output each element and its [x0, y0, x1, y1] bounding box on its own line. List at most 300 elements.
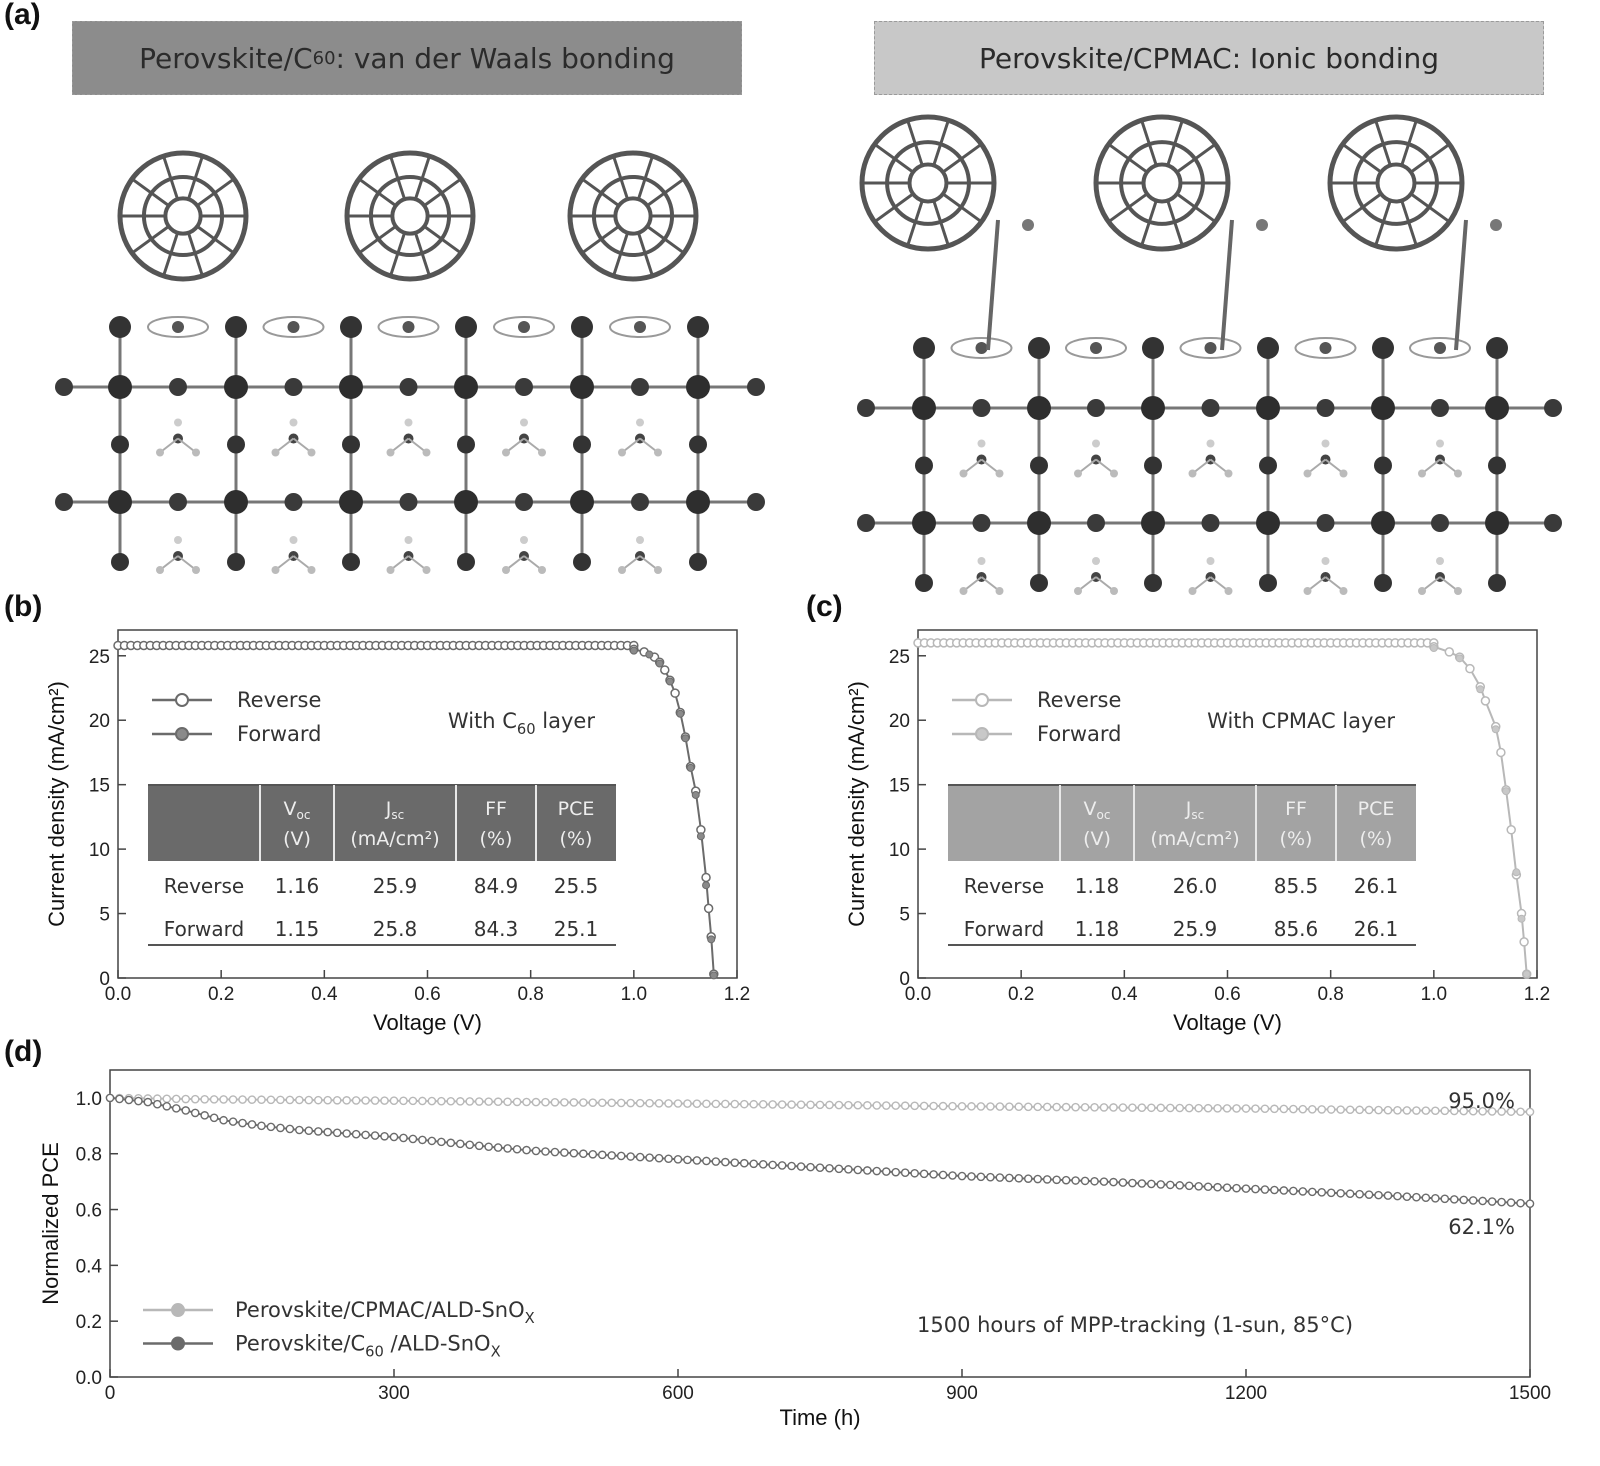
series-0-point	[1091, 1104, 1098, 1111]
series-1-point	[599, 1151, 606, 1158]
legend-marker	[172, 1304, 184, 1316]
atom	[342, 436, 360, 454]
series-1-point	[580, 1150, 587, 1157]
series-1-point	[589, 1151, 596, 1158]
series-0-point	[1394, 1107, 1401, 1114]
series-0-point	[1365, 1106, 1372, 1113]
y-tick-label: 25	[88, 646, 110, 668]
c60-molecule-3-core	[615, 198, 650, 233]
series-0-point	[1148, 1104, 1155, 1111]
molecule-atom	[1092, 440, 1100, 448]
series-0-point	[334, 1097, 341, 1104]
series-0-point	[1242, 1105, 1249, 1112]
stability-chart	[0, 1050, 1600, 1460]
table-cell: Reverse	[963, 874, 1045, 898]
molecule-atom	[502, 566, 510, 574]
y-tick-label: 0.2	[75, 1312, 102, 1334]
molecule-atom	[1418, 470, 1426, 478]
series-0-point	[532, 1098, 539, 1105]
series-1-point	[741, 1160, 748, 1167]
reverse-point	[1497, 748, 1505, 756]
molecule-atom	[290, 419, 298, 427]
series-0-point	[722, 1100, 729, 1107]
series-1-point	[1034, 1175, 1041, 1182]
forward-point	[666, 678, 673, 685]
series-0-point	[570, 1099, 577, 1106]
series-0-point	[1337, 1106, 1344, 1113]
series-1-point	[1233, 1185, 1240, 1192]
table-header-3: FF	[485, 798, 507, 820]
atom	[1141, 396, 1165, 420]
atom	[631, 493, 649, 511]
series-1-point	[428, 1137, 435, 1144]
series-0-point	[353, 1097, 360, 1104]
series-1-point	[1148, 1180, 1155, 1187]
molecule-atom	[1189, 470, 1197, 478]
series-0-point	[1328, 1106, 1335, 1113]
atom	[573, 553, 591, 571]
forward-point	[697, 833, 704, 840]
atom	[454, 375, 478, 399]
series-0-point	[580, 1099, 587, 1106]
molecule-atom	[1320, 342, 1332, 354]
atom	[973, 399, 991, 417]
atom	[1087, 514, 1105, 532]
series-0-point	[779, 1101, 786, 1108]
molecule-atom	[423, 566, 431, 574]
atom	[570, 375, 594, 399]
series-1-point	[182, 1107, 189, 1114]
molecule-atom	[387, 566, 395, 574]
molecule-atom	[403, 321, 415, 333]
atom	[1371, 396, 1395, 420]
atom	[111, 553, 129, 571]
series-1-point	[1384, 1192, 1391, 1199]
series-1-point	[1072, 1177, 1079, 1184]
atom	[571, 316, 593, 338]
x-tick-label: 1.2	[1523, 984, 1551, 1005]
x-tick-label: 0.0	[104, 984, 132, 1005]
series-0-point	[258, 1096, 265, 1103]
series-1-point	[655, 1155, 662, 1162]
table-header-unit-3: (%)	[479, 828, 513, 850]
molecule-atom	[1322, 557, 1330, 565]
series-1-point	[1242, 1185, 1249, 1192]
series-0-point	[229, 1096, 236, 1103]
series-0-point	[637, 1100, 644, 1107]
series-0-point	[1081, 1104, 1088, 1111]
molecule-atom	[174, 536, 182, 544]
series-1-point	[1025, 1175, 1032, 1182]
structure-left	[55, 153, 765, 574]
series-0-point	[1034, 1103, 1041, 1110]
atom	[857, 514, 875, 532]
series-1-point	[854, 1166, 861, 1173]
banner-c60-sub: 60	[312, 47, 336, 69]
series-1-point	[845, 1166, 852, 1173]
series-0-point	[239, 1096, 246, 1103]
series-0-point	[1205, 1105, 1212, 1112]
table-header-2: $J_{sc}$	[385, 798, 405, 822]
series-0-point	[599, 1099, 606, 1106]
series-0-point	[1347, 1106, 1354, 1113]
series-1-point	[1394, 1193, 1401, 1200]
table-header-unit-3: (%)	[1279, 828, 1313, 850]
series-1-point	[1347, 1190, 1354, 1197]
molecule-atom	[272, 449, 280, 457]
atom	[1374, 457, 1392, 475]
series-1-point	[390, 1133, 397, 1140]
x-tick-label: 1.0	[620, 984, 648, 1005]
forward-point	[1513, 869, 1520, 876]
atom	[224, 375, 248, 399]
cpmac-fullerene-2-core	[1144, 165, 1181, 202]
molecule-atom	[538, 449, 546, 457]
series-0-point	[1252, 1105, 1259, 1112]
atom	[1144, 457, 1162, 475]
table-cell: 1.16	[274, 874, 320, 898]
molecule-atom	[1322, 440, 1330, 448]
series-0-point	[495, 1098, 502, 1105]
series-0-point	[1290, 1105, 1297, 1112]
series-1-point	[674, 1156, 681, 1163]
series-1-point	[1176, 1182, 1183, 1189]
series-1-point	[248, 1121, 255, 1128]
reverse-point	[705, 904, 713, 912]
series-0-point	[892, 1102, 899, 1109]
y-tick-label: 10	[888, 840, 910, 862]
atom	[689, 553, 707, 571]
molecule-atom	[156, 449, 164, 457]
x-axis-label: Voltage (V)	[1173, 1010, 1282, 1035]
series-0-point	[958, 1103, 965, 1110]
series-1-point	[1328, 1189, 1335, 1196]
forward-point	[677, 710, 684, 717]
series-0-point	[1517, 1108, 1524, 1115]
series-0-point	[381, 1097, 388, 1104]
jv-chart-cpmac	[800, 585, 1600, 1045]
legend-label-reverse: Reverse	[1037, 688, 1122, 712]
series-1-point	[570, 1150, 577, 1157]
cpmac-linker	[1456, 220, 1466, 350]
series-1-point	[381, 1133, 388, 1140]
series-0-point	[1176, 1104, 1183, 1111]
series-0-point	[883, 1102, 890, 1109]
atom	[1259, 457, 1277, 475]
series-1-point	[902, 1169, 909, 1176]
molecule-atom	[288, 321, 300, 333]
forward-point	[692, 791, 699, 798]
series-1-point	[816, 1164, 823, 1171]
molecule-atom	[1436, 557, 1444, 565]
panel-b-letter: (b)	[4, 590, 43, 623]
y-tick-label: 1.0	[75, 1088, 102, 1110]
banner-c60-post: : van der Waals bonding	[335, 41, 675, 75]
legend-marker	[176, 728, 188, 740]
series-0-point	[343, 1097, 350, 1104]
y-tick-label: 5	[899, 904, 910, 926]
table-cell: 1.15	[274, 917, 320, 941]
c60-molecule-2-core	[392, 198, 427, 233]
reverse-point	[671, 689, 679, 697]
molecule-atom	[634, 321, 646, 333]
series-1-point	[1507, 1199, 1514, 1206]
series-1-point	[835, 1165, 842, 1172]
atom	[1256, 396, 1280, 420]
series-1-point	[1167, 1181, 1174, 1188]
series-1-point	[892, 1169, 899, 1176]
molecule-atom	[272, 566, 280, 574]
y-tick-label: 15	[88, 775, 110, 797]
atom	[111, 436, 129, 454]
table-header-1: $V_{oc}$	[1083, 798, 1111, 822]
atom	[973, 514, 991, 532]
series-0-point	[1403, 1107, 1410, 1114]
end-label-c60: 62.1%	[1448, 1214, 1515, 1239]
series-1-point	[1006, 1174, 1013, 1181]
series-0-point	[655, 1100, 662, 1107]
x-tick-label: 0	[104, 1383, 116, 1404]
forward-point	[687, 764, 694, 771]
series-1-point	[1110, 1179, 1117, 1186]
series-0-point	[1072, 1104, 1079, 1111]
c60-molecule-1-core	[165, 198, 200, 233]
series-0-point	[741, 1101, 748, 1108]
series-1-point	[343, 1130, 350, 1137]
y-tick-label: 0	[99, 969, 110, 990]
x-tick-label: 600	[662, 1383, 694, 1404]
series-0-point	[1195, 1105, 1202, 1112]
atom	[225, 316, 247, 338]
molecule-atom	[1205, 342, 1217, 354]
series-1-point	[1479, 1197, 1486, 1204]
table-cell: 26.0	[1172, 874, 1218, 898]
y-tick-label: 10	[88, 840, 110, 862]
table-cell: 84.3	[473, 917, 519, 941]
forward-point	[682, 735, 689, 742]
series-1-point	[1309, 1188, 1316, 1195]
series-1-point	[911, 1170, 918, 1177]
molecule-atom	[423, 449, 431, 457]
forward-point	[1477, 686, 1484, 693]
atom	[285, 378, 303, 396]
series-1-point	[1403, 1193, 1410, 1200]
series-1-point	[1100, 1178, 1107, 1185]
atom	[1030, 457, 1048, 475]
atom	[1256, 511, 1280, 535]
series-0-point	[807, 1101, 814, 1108]
series-1-point	[438, 1138, 445, 1145]
atom	[1027, 396, 1051, 420]
series-1-point	[1337, 1190, 1344, 1197]
series-1-point	[958, 1172, 965, 1179]
molecule-atom	[308, 566, 316, 574]
series-1-point	[457, 1140, 464, 1147]
table-cell: 85.5	[1273, 874, 1319, 898]
atom	[747, 493, 765, 511]
series-1-point	[239, 1119, 246, 1126]
series-0-point	[438, 1098, 445, 1105]
series-0-point	[674, 1100, 681, 1107]
molecule-atom	[1340, 470, 1348, 478]
table-cell: 85.6	[1273, 917, 1319, 941]
series-0-point	[211, 1096, 218, 1103]
atom	[108, 490, 132, 514]
series-0-point	[551, 1099, 558, 1106]
molecule-atom	[1074, 470, 1082, 478]
series-1-point	[1261, 1186, 1268, 1193]
series-1-point	[1195, 1183, 1202, 1190]
series-1-point	[371, 1132, 378, 1139]
molecule-atom	[172, 321, 184, 333]
series-0-point	[703, 1100, 710, 1107]
series-1-point	[163, 1103, 170, 1110]
series-1-point	[1015, 1175, 1022, 1182]
series-0-point	[1356, 1106, 1363, 1113]
forward-point	[710, 972, 717, 979]
atom	[1486, 337, 1508, 359]
atom	[1087, 399, 1105, 417]
series-0-point	[513, 1098, 520, 1105]
series-1-point	[144, 1098, 151, 1105]
y-tick-label: 0.8	[75, 1144, 102, 1166]
atom	[1202, 399, 1220, 417]
y-tick-label: 0.6	[75, 1200, 102, 1222]
molecule-atom	[1304, 470, 1312, 478]
x-tick-label: 300	[378, 1383, 410, 1404]
series-0-point	[750, 1101, 757, 1108]
series-1-point	[731, 1159, 738, 1166]
series-0-point	[400, 1097, 407, 1104]
molecule-atom	[518, 321, 530, 333]
series-1-point	[760, 1161, 767, 1168]
series-0-point	[182, 1095, 189, 1102]
series-1-point	[1365, 1191, 1372, 1198]
series-0-point	[1261, 1105, 1268, 1112]
atom	[454, 490, 478, 514]
series-1-point	[1290, 1187, 1297, 1194]
series-0-point	[769, 1101, 776, 1108]
atom	[1202, 514, 1220, 532]
series-0-point	[1271, 1105, 1278, 1112]
panel-d-letter: (d)	[4, 1035, 43, 1068]
series-1-point	[646, 1154, 653, 1161]
series-0-point	[447, 1098, 454, 1105]
x-tick-label: 0.8	[1317, 984, 1344, 1005]
atom	[1485, 396, 1509, 420]
panel-c-letter: (c)	[806, 590, 843, 623]
series-1-point	[769, 1161, 776, 1168]
legend-label-reverse: Reverse	[237, 688, 322, 712]
series-0-point	[1375, 1106, 1382, 1113]
reverse-point	[1481, 697, 1489, 705]
series-1-point	[921, 1170, 928, 1177]
table-header-2: $J_{sc}$	[1185, 798, 1205, 822]
cpmac-atom	[1256, 219, 1268, 231]
forward-point	[708, 936, 715, 943]
series-0-point	[390, 1097, 397, 1104]
series-1-point	[125, 1096, 132, 1103]
legend-label-1: Perovskite/$C_{60}$ /ALD-SnO$_X$	[235, 1331, 501, 1361]
structure-illustration	[0, 0, 1600, 600]
series-1-point	[1044, 1176, 1051, 1183]
series-1-point	[286, 1125, 293, 1132]
series-0-point	[163, 1095, 170, 1102]
atom	[1488, 457, 1506, 475]
series-1-point	[523, 1146, 530, 1153]
y-tick-label: 25	[888, 646, 910, 668]
series-0-point	[324, 1097, 331, 1104]
atom	[400, 493, 418, 511]
forward-point	[1503, 788, 1510, 795]
series-1-point	[504, 1145, 511, 1152]
series-1-point	[1413, 1194, 1420, 1201]
series-0-point	[797, 1101, 804, 1108]
series-0-point	[854, 1102, 861, 1109]
series-0-point	[315, 1097, 322, 1104]
atom	[857, 399, 875, 417]
series-0-point	[731, 1100, 738, 1107]
molecule-atom	[1207, 440, 1215, 448]
series-0-point	[1138, 1104, 1145, 1111]
table-cell: 25.9	[1172, 917, 1218, 941]
series-1-point	[826, 1165, 833, 1172]
series-1-point	[1318, 1189, 1325, 1196]
atom	[1141, 511, 1165, 535]
series-1-point	[1157, 1181, 1164, 1188]
molecule-atom	[960, 470, 968, 478]
series-0-point	[1384, 1107, 1391, 1114]
series-0-point	[296, 1096, 303, 1103]
series-0-point	[826, 1101, 833, 1108]
legend-label-forward: Forward	[1037, 722, 1122, 746]
end-label-cpmac: 95.0%	[1448, 1088, 1515, 1113]
reverse-point	[661, 666, 669, 674]
series-0-point	[1006, 1103, 1013, 1110]
atom	[108, 375, 132, 399]
molecule-atom	[156, 566, 164, 574]
molecule-atom	[618, 566, 626, 574]
molecule-atom	[174, 419, 182, 427]
series-line-1	[110, 1098, 1530, 1204]
molecule-atom	[1454, 470, 1462, 478]
reverse-point	[1466, 665, 1474, 673]
atom	[912, 511, 936, 535]
y-tick-label: 0	[899, 969, 910, 990]
atom	[912, 396, 936, 420]
x-tick-label: 1.0	[1420, 984, 1448, 1005]
atom	[1485, 511, 1509, 535]
series-1-point	[305, 1127, 312, 1134]
table-cell: 25.8	[372, 917, 418, 941]
atom	[915, 457, 933, 475]
series-1-point	[1422, 1194, 1429, 1201]
x-tick-label: 1200	[1224, 1383, 1268, 1404]
table-cell: Reverse	[163, 874, 245, 898]
series-1-point	[1223, 1184, 1230, 1191]
molecule-atom	[520, 536, 528, 544]
series-0-point	[873, 1102, 880, 1109]
series-1-point	[1441, 1195, 1448, 1202]
table-header-unit-4: (%)	[559, 828, 593, 850]
series-1-point	[220, 1117, 227, 1124]
series-0-point	[476, 1098, 483, 1105]
series-1-point	[267, 1123, 274, 1130]
series-1-point	[1498, 1198, 1505, 1205]
molecule-atom	[996, 470, 1004, 478]
series-0-point	[1129, 1104, 1136, 1111]
series-0-point	[485, 1098, 492, 1105]
